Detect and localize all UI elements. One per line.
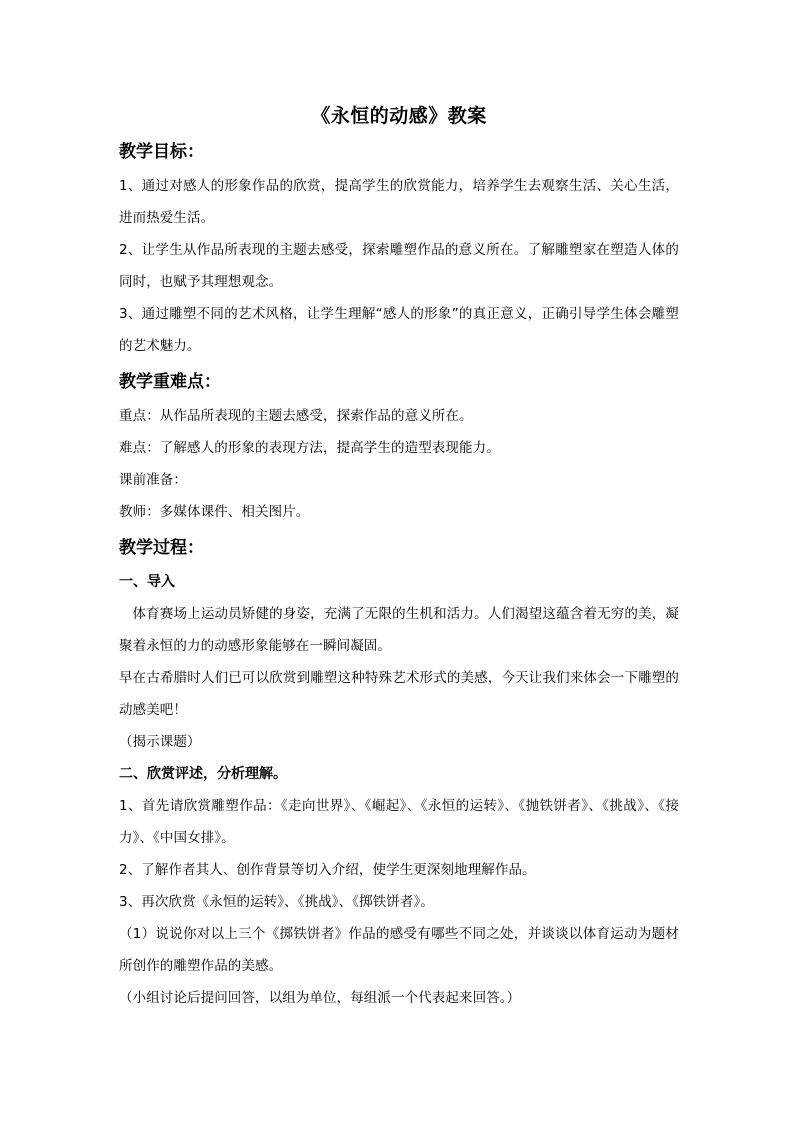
intro-paragraph-2: 早在古希腊时人们已可以欣赏到雕塑这种特殊艺术形式的美感，今天让我们来体会一下雕塑的动感美吧！ [119,670,679,718]
key-points-heading: 教学重难点： [119,372,221,392]
part1-heading: 一、导入 [119,574,175,590]
objectives-heading: 教学目标： [119,142,204,162]
appreciation-question-1: （1）说说你对以上三个《掷铁饼者》作品的感受有哪些不同之处，并谈谈以体育运动为题材所创作的雕塑作品的美感。 [119,926,679,974]
objective-item-1: 1、通过对感人的形象作品的欣赏，提高学生的欣赏能力，培养学生去观察生活、关心生活，进而热爱生活。 [119,178,679,226]
teacher-materials: 教师：多媒体课件、相关图片。 [119,504,310,520]
reveal-topic-note: （揭示课题） [119,734,201,750]
appreciation-item-3: 3、再次欣赏《永恒的运转》、《挑战》、《掷铁饼者》。 [119,894,434,910]
objective-item-3: 3、通过雕塑不同的艺术风格，让学生理解“感人的形象”的真正意义，正确引导学生体会雕塑的艺术魅力。 [119,306,679,354]
preparation-label: 课前准备： [119,472,187,488]
difficult-point: 难点：了解感人的形象的表现方法，提高学生的造型表现能力。 [119,440,500,456]
appreciation-item-1: 1、首先请欣赏雕塑作品：《走向世界》、《崛起》、《永恒的运转》、《抛铁饼者》、《挑战》、《接力》、《中国女排》。 [119,798,679,846]
intro-paragraph-1: 体育赛场上运动员矫健的身姿，充满了无限的生机和活力。人们渴望这蕴含着无穷的美，凝聚着永恒的力的动感形象能够在一瞬间凝固。 [119,606,679,654]
document-page [119,100,679,1014]
document-title: 《永恒的动感》教案 [311,105,487,127]
key-point: 重点：从作品所表现的主题去感受，探索作品的意义所在。 [119,408,473,424]
objective-item-2: 2、让学生从作品所表现的主题去感受，探索雕塑作品的意义所在。了解雕塑家在塑造人体的同时，也赋予其理想观念。 [119,242,679,290]
part2-heading: 二、欣赏评述，分析理解。 [119,766,287,782]
appreciation-item-2: 2、了解作者其人、创作背景等切入介绍，使学生更深刻地理解作品。 [119,862,536,878]
group-discussion-note: （小组讨论后提问回答，以组为单位，每组派一个代表起来回答。） [119,990,521,1006]
process-heading: 教学过程： [119,538,204,558]
